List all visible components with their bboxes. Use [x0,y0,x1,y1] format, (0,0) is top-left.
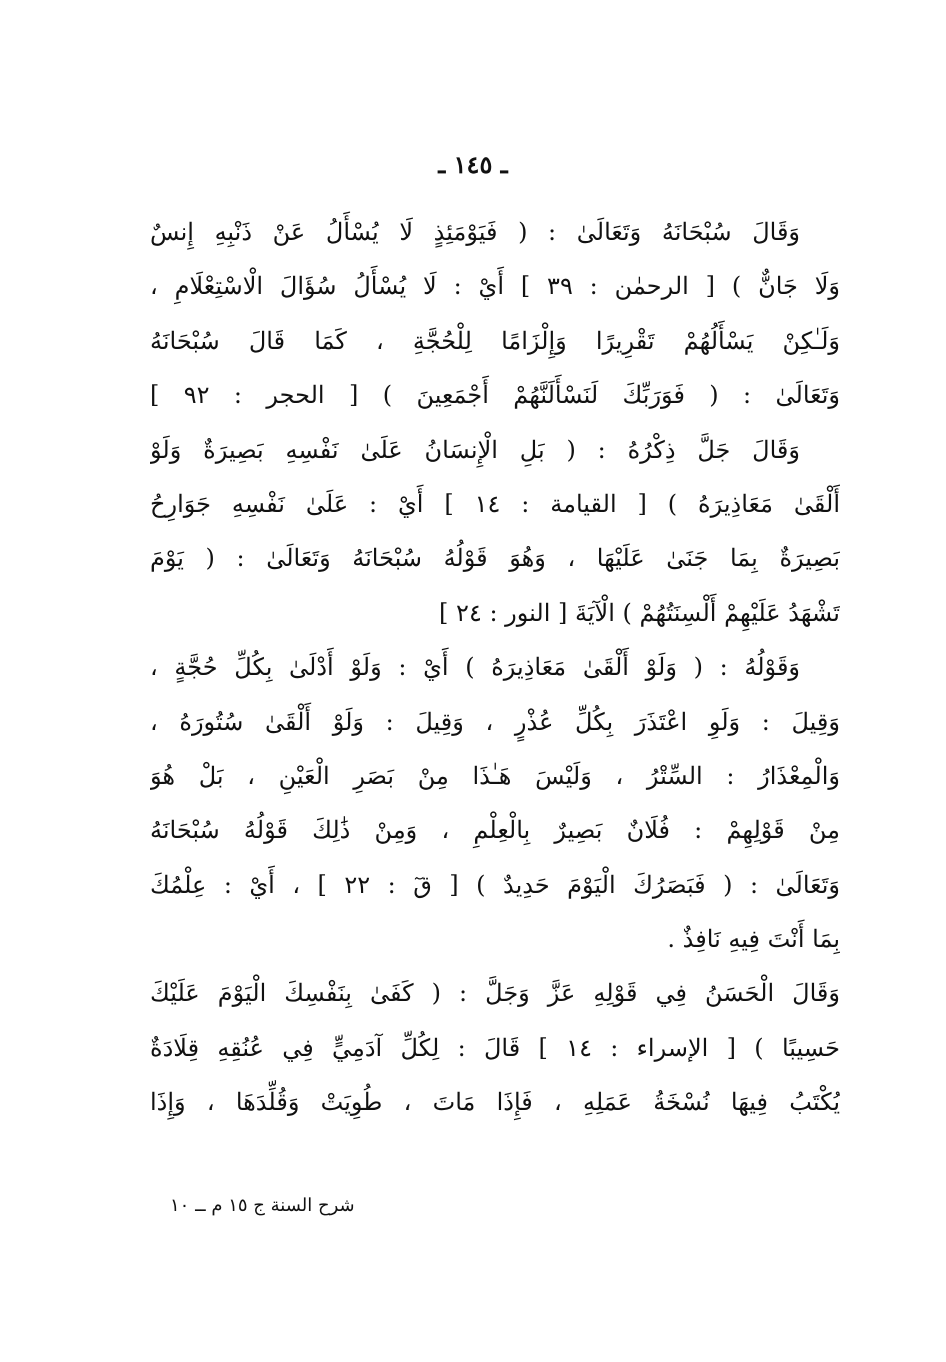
page-footer-signature: شرح السنة ج ١٥ م ــ ١٠ [170,1195,355,1216]
text-line: وَقَوْلُهُ : ( وَلَوْ أَلْقَىٰ مَعَاذِيرَهُ ) أَيْ : وَلَوْ أَدْلَىٰ بِكُلِّ حُجَّةٍ ، [150,653,800,682]
text-line: بَصِيرَةٌ بِمَا جَنَىٰ عَلَيْهَا ، وَهُوَ قَوْلُهُ سُبْحَانَهُ وَتَعَالَىٰ : ( يَوْمَ [150,544,840,573]
text-line: وَالْمِعْذَارُ : السِّتْرُ ، وَلَيْسَ هَـٰذَا مِنْ بَصَرِ الْعَيْنِ ، بَلْ هُوَ [150,761,840,790]
paragraph-4 [150,966,840,1129]
text-line: تَشْهَدُ عَلَيْهِمْ أَلْسِنَتُهُمْ ) الْآيَةَ [ النور : ٢٤ ] [439,598,840,627]
paragraph-2 [150,423,840,641]
text-line: مِنْ قَوْلِهِمْ : فُلَانٌ بَصِيرٌ بِالْعِلْمِ ، وَمِنْ ذَٰلِكَ قَوْلُهُ سُبْحَانَهُ [150,816,840,845]
text-line: وَقِيلَ : وَلَوِ اعْتَذَرَ بِكُلِّ عُذْرٍ ، وَقِيلَ : وَلَوْ أَلْقَىٰ سُتُورَهُ ، [150,707,840,736]
text-line: وَقَالَ جَلَّ ذِكْرُهُ : ( بَلِ الْإِنسَانُ عَلَىٰ نَفْسِهِ بَصِيرَةٌ وَلَوْ [150,435,800,464]
text-line: بِمَا أَنْتَ فِيهِ نَافِذٌ . [667,925,840,954]
text-line: وَتَعَالَىٰ : ( فَبَصَرُكَ الْيَوْمَ حَدِيدٌ ) [ قٓ : ٢٢ ] ، أَيْ : عِلْمُكَ [150,870,840,899]
text-line: وَلَـٰكِنْ يَسْأَلُهُمْ تَقْرِيرًا وَإِلْزَامًا لِلْحُجَّةِ ، كَمَا قَالَ سُبْحَانَهُ [150,326,840,355]
text-line: حَسِيبًا ) [ الإسراء : ١٤ ] قَالَ : لِكُلِّ آدَمِيٍّ فِي عُنُقِهِ قِلَادَةٌ [150,1033,840,1062]
page-number: ـ ١٤٥ ـ [438,150,508,179]
text-line: أَلْقَىٰ مَعَاذِيرَهُ ) [ القيامة : ١٤ ] أَيْ : عَلَىٰ نَفْسِهِ جَوَارِحُ [150,489,840,518]
text-line: يُكْتَبُ فِيهَا نُسْخَةُ عَمَلِهِ ، فَإِذَا مَاتَ ، طُوِيَتْ وَقُلِّدَهَا ، وَإِذَا [150,1088,840,1117]
text-line: وَتَعَالَىٰ : ( فَوَرَبِّكَ لَنَسْأَلَنَّهُمْ أَجْمَعِينَ ) [ الحجر : ٩٢ ] [150,381,840,410]
text-line: وَقَالَ الْحَسَنُ فِي قَوْلِهِ عَزَّ وَجَلَّ : ( كَفَىٰ بِنَفْسِكَ الْيَوْمَ عَلَيْكَ [150,979,840,1008]
text-line: وَقَالَ سُبْحَانَهُ وَتَعَالَىٰ : ( فَيَوْمَئِذٍ لَا يُسْأَلُ عَنْ ذَنْبِهِ إِنسٌ [150,218,800,246]
paragraph-1 [150,205,840,423]
paragraph-3 [150,640,840,966]
page-body [150,205,840,1130]
text-line: وَلَا جَانٌّ ) [ الرحمٰن : ٣٩ ] أَيْ : لَا يُسْأَلُ سُؤَالَ الْاسْتِعْلَامِ ، [150,272,840,301]
